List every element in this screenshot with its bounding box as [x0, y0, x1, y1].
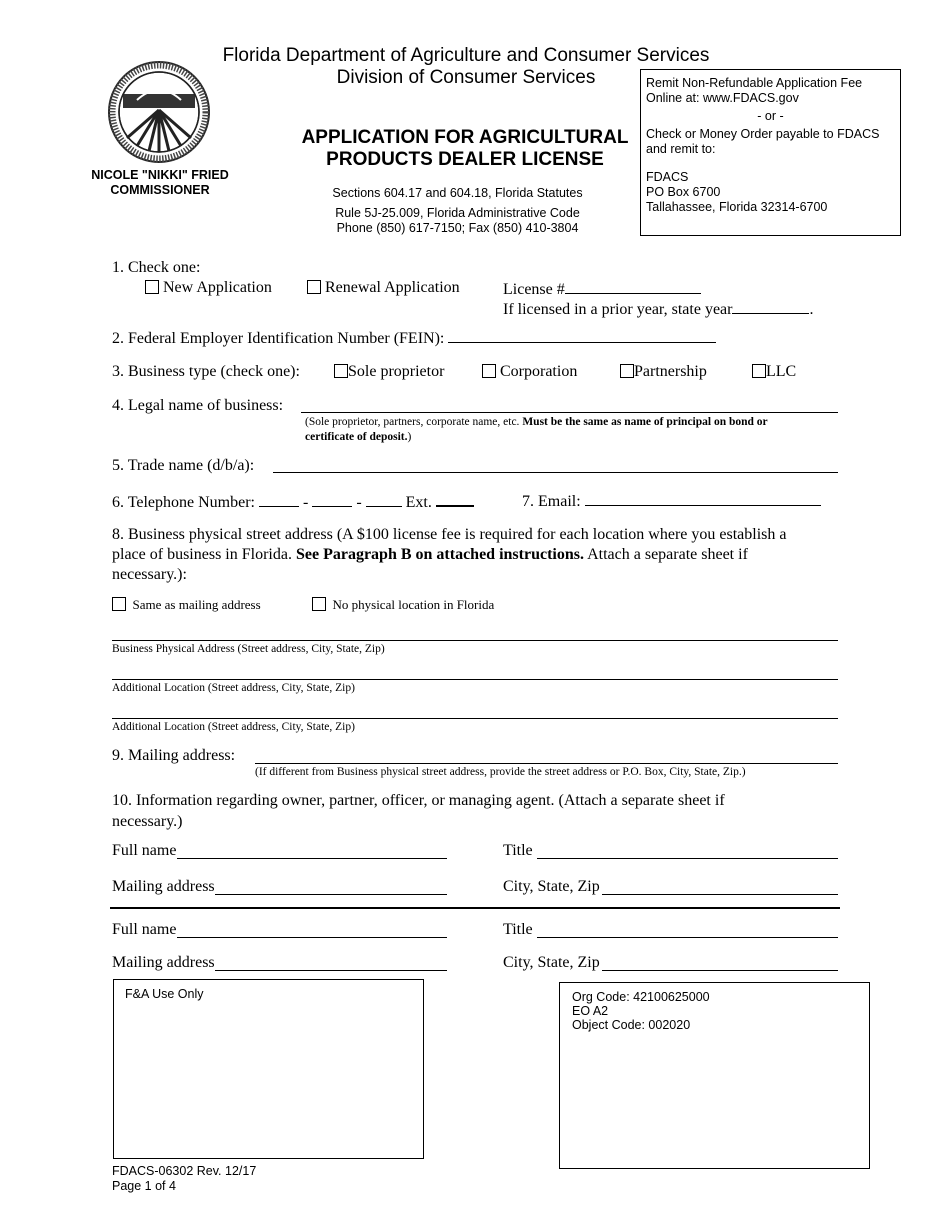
owner-divider	[110, 907, 840, 909]
renewal-application-checkbox[interactable]	[307, 280, 321, 294]
owner2-full-name-field[interactable]	[177, 937, 447, 938]
page-number: Page 1 of 4	[112, 1179, 176, 1193]
sole-proprietor-label: Sole proprietor	[348, 363, 445, 380]
license-number-field[interactable]	[565, 279, 701, 294]
q8-line2-end: Attach a separate sheet if	[583, 546, 748, 563]
q8-line2-bold: See Paragraph B on attached instructions.	[295, 546, 584, 563]
additional-location-caption-1: Additional Location (Street address, City, State, Zip)	[112, 682, 355, 694]
phone-fax: Phone (850) 617-7150; Fax (850) 410-3804	[336, 221, 579, 235]
new-application-option[interactable]	[145, 279, 272, 297]
trade-name-field[interactable]	[273, 472, 838, 473]
mailing-address-field[interactable]	[255, 763, 838, 764]
remit-or: - or -	[757, 109, 784, 123]
remit-addr3: Tallahassee, Florida 32314-6700	[646, 200, 828, 214]
prior-year-row	[503, 299, 813, 319]
legal-name-note-plain: (Sole proprietor, partners, corporate name, etc.	[305, 416, 523, 428]
physical-address-field[interactable]	[112, 640, 838, 641]
q10-line1: 10. Information regarding owner, partner, officer, or managing agent. (Attach a separate sheet if	[112, 792, 725, 809]
telephone-row	[112, 491, 474, 512]
same-as-mailing-label: Same as mailing address	[132, 597, 261, 612]
renewal-application-option[interactable]	[307, 279, 460, 297]
org-code: Org Code: 42100625000	[572, 990, 710, 1004]
corporation-label: Corporation	[500, 363, 578, 380]
prior-year-field[interactable]	[732, 299, 809, 314]
legal-name-note	[305, 415, 825, 445]
legal-name-label: 4. Legal name of business:	[112, 397, 284, 414]
owner2-mailing-label: Mailing address	[112, 954, 215, 971]
commissioner-title: COMMISSIONER	[110, 183, 210, 197]
q8-line1: 8. Business physical street address (A $100 license fee is required for each location where you establish a	[112, 526, 787, 543]
telephone-prefix-field[interactable]	[312, 492, 352, 507]
new-application-checkbox[interactable]	[145, 280, 159, 294]
q8-line2	[112, 546, 748, 564]
remit-addr2: PO Box 6700	[646, 185, 721, 199]
remit-addr1: FDACS	[646, 170, 689, 184]
telephone-ext-field[interactable]	[436, 491, 474, 507]
department-name: Florida Department of Agriculture and Consumer Services	[222, 45, 710, 66]
business-type-label: 3. Business type (check one):	[112, 363, 300, 380]
form-number: FDACS-06302 Rev. 12/17	[112, 1164, 257, 1178]
additional-location-field-2[interactable]	[112, 718, 838, 719]
partnership-checkbox[interactable]	[620, 364, 634, 378]
owner1-city-field[interactable]	[602, 894, 838, 895]
owner2-city-field[interactable]	[602, 970, 838, 971]
owner1-mailing-label: Mailing address	[112, 878, 215, 895]
fa-use-only-box	[113, 979, 424, 1159]
business-type-partnership[interactable]	[620, 363, 707, 381]
no-physical-option[interactable]	[312, 597, 494, 613]
q1-label: 1. Check one:	[112, 259, 201, 276]
no-physical-label: No physical location in Florida	[332, 597, 495, 612]
telephone-line-field[interactable]	[366, 492, 402, 507]
mailing-address-note: (If different from Business physical street address, provide the street address or P.O. Box, City, State, Zip.)	[255, 766, 746, 778]
llc-checkbox[interactable]	[752, 364, 766, 378]
business-type-corporation[interactable]	[482, 363, 577, 381]
license-number-row	[503, 279, 701, 299]
commissioner-name: NICOLE "NIKKI" FRIED	[91, 168, 229, 182]
form-title-line1: APPLICATION FOR AGRICULTURAL	[301, 127, 629, 148]
fein-row	[112, 328, 716, 348]
form-title-line2: PRODUCTS DEALER LICENSE	[326, 149, 604, 170]
object-code: Object Code: 002020	[572, 1018, 691, 1032]
email-row	[522, 491, 821, 511]
prior-year-label: If licensed in a prior year, state year	[503, 301, 733, 318]
owner2-city-label: City, State, Zip	[503, 954, 600, 971]
license-number-label: License #	[503, 281, 565, 298]
new-application-label: New Application	[163, 279, 272, 296]
no-physical-checkbox[interactable]	[312, 597, 326, 611]
fdacs-seal	[107, 60, 211, 164]
statutes: Sections 604.17 and 604.18, Florida Statutes	[332, 186, 583, 200]
legal-name-field[interactable]	[301, 412, 838, 413]
email-field[interactable]	[585, 491, 821, 506]
eo-code: EO A2	[572, 1004, 609, 1018]
business-type-llc[interactable]	[752, 363, 796, 381]
telephone-area-field[interactable]	[259, 492, 299, 507]
trade-name-label: 5. Trade name (d/b/a):	[112, 457, 255, 474]
remit-line1: Remit Non-Refundable Application Fee	[646, 76, 863, 90]
fein-label: 2. Federal Employer Identification Number (FEIN):	[112, 330, 445, 347]
fa-use-only-label: F&A Use Only	[125, 987, 204, 1001]
llc-label: LLC	[766, 363, 797, 380]
email-label: 7. Email:	[522, 493, 581, 510]
same-as-mailing-option[interactable]	[112, 597, 261, 613]
remit-box	[640, 69, 901, 236]
remit-line3: Check or Money Order payable to FDACS	[646, 127, 880, 141]
q8-line2-plain: place of business in Florida.	[112, 546, 296, 563]
owner2-full-name-label: Full name	[112, 921, 177, 938]
telephone-sep2: -	[356, 494, 362, 511]
owner2-title-field[interactable]	[537, 937, 838, 938]
prior-year-period: .	[809, 301, 814, 318]
telephone-ext-label: Ext.	[405, 494, 432, 511]
owner1-title-label: Title	[503, 842, 533, 859]
same-as-mailing-checkbox[interactable]	[112, 597, 126, 611]
owner1-title-field[interactable]	[537, 858, 838, 859]
fein-field[interactable]	[448, 328, 716, 343]
division-name: Division of Consumer Services	[336, 67, 596, 88]
legal-name-note-bold1: Must be the same as name of principal on bond or	[522, 416, 768, 428]
renewal-application-label: Renewal Application	[325, 279, 460, 296]
owner1-city-label: City, State, Zip	[503, 878, 600, 895]
org-code-box	[559, 982, 870, 1169]
telephone-sep1: -	[303, 494, 309, 511]
owner2-title-label: Title	[503, 921, 533, 938]
physical-address-caption: Business Physical Address (Street address, City, State, Zip)	[112, 643, 385, 655]
partnership-label: Partnership	[634, 363, 707, 380]
mailing-address-label: 9. Mailing address:	[112, 747, 236, 764]
additional-location-caption-2: Additional Location (Street address, City, State, Zip)	[112, 721, 355, 733]
remit-line2: Online at: www.FDACS.gov	[646, 91, 799, 105]
legal-name-note-bold2: certificate of deposit.	[305, 431, 408, 443]
owner1-full-name-label: Full name	[112, 842, 177, 859]
q8-line3: necessary.):	[112, 566, 187, 583]
owner2-mailing-field[interactable]	[215, 970, 447, 971]
additional-location-field-1[interactable]	[112, 679, 838, 680]
q10-line2: necessary.)	[112, 813, 183, 830]
rule: Rule 5J-25.009, Florida Administrative Code	[335, 206, 580, 220]
remit-line4: and remit to:	[646, 142, 716, 156]
sole-proprietor-checkbox[interactable]	[334, 364, 348, 378]
legal-name-note-end: )	[407, 431, 412, 443]
telephone-label: 6. Telephone Number:	[112, 494, 255, 511]
owner1-mailing-field[interactable]	[215, 894, 447, 895]
owner1-full-name-field[interactable]	[177, 858, 447, 859]
business-type-sole[interactable]	[334, 363, 444, 381]
corporation-checkbox[interactable]	[482, 364, 496, 378]
